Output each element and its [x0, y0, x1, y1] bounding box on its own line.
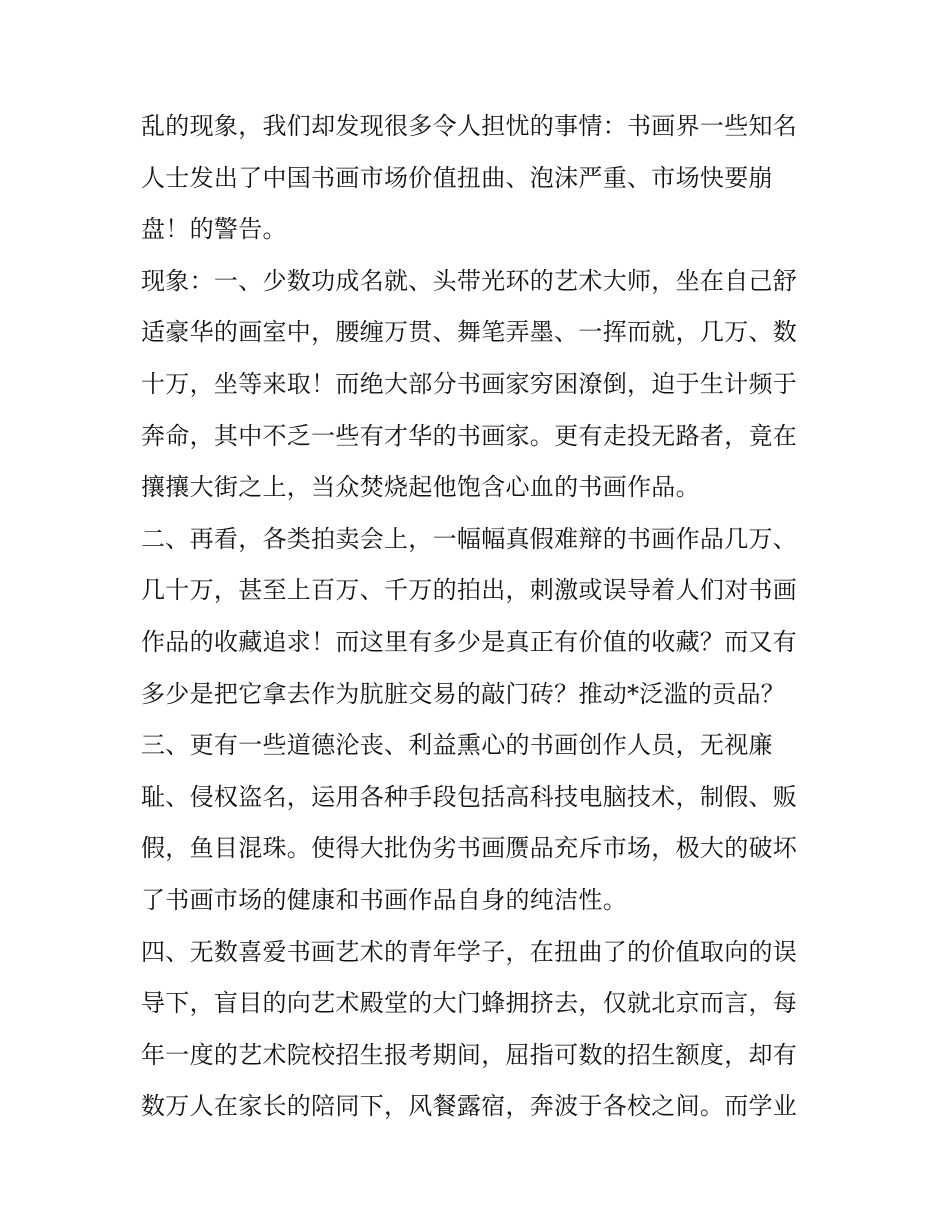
text-line: 现象：一、少数功成名就、头带光环的艺术大师，坐在自己舒 — [141, 266, 798, 295]
text-line: 导下，盲目的向艺术殿堂的大门蜂拥挤去，仅就北京而言，每 — [141, 989, 798, 1018]
text-line: 十万，坐等来取！而绝大部分书画家穷困潦倒，迫于生计频于 — [141, 369, 798, 398]
text-line: 三、更有一些道德沦丧、利益熏心的书画创作人员，无视廉 — [141, 731, 773, 760]
text-line: 几十万，甚至上百万、千万的拍出，刺激或误导着人们对书画 — [141, 576, 798, 605]
text-line: 数万人在家长的陪同下，风餐露宿，奔波于各校之间。而学业 — [141, 1092, 798, 1121]
text-line: 乱的现象，我们却发现很多令人担忧的事情：书画界一些知名 — [141, 112, 798, 140]
text-line: 年一度的艺术院校招生报考期间，屈指可数的招生额度，却有 — [141, 1040, 798, 1069]
text-line: 盘！的警告。 — [141, 215, 287, 244]
text-line: 四、无数喜爱书画艺术的青年学子，在扭曲了的价值取向的误 — [141, 937, 798, 966]
text-line: 了书画市场的健康和书画作品自身的纯洁性。 — [141, 885, 627, 914]
text-line: 作品的收藏追求！而这里有多少是真正有价值的收藏？而又有 — [141, 627, 798, 656]
text-line: 耻、侵权盗名，运用各种手段包括高科技电脑技术，制假、贩 — [141, 782, 798, 811]
text-line: 攘攘大街之上，当众焚烧起他饱含心血的书画作品。 — [141, 473, 700, 502]
text-line: 二、再看，各类拍卖会上，一幅幅真假难辩的书画作品几万、 — [141, 524, 798, 553]
text-line: 假，鱼目混珠。使得大批伪劣书画赝品充斥市场，极大的破坏 — [141, 834, 798, 863]
text-line: 多少是把它拿去作为肮脏交易的敲门砖？推动*泛滥的贡品？ — [141, 679, 786, 708]
text-line: 奔命，其中不乏一些有才华的书画家。更有走投无路者，竟在 — [141, 421, 798, 450]
text-line: 人士发出了中国书画市场价值扭曲、泡沫严重、市场快要崩 — [141, 163, 773, 192]
document-body — [141, 101, 816, 1133]
text-line: 适豪华的画室中，腰缠万贯、舞笔弄墨、一挥而就，几万、数 — [141, 318, 798, 347]
